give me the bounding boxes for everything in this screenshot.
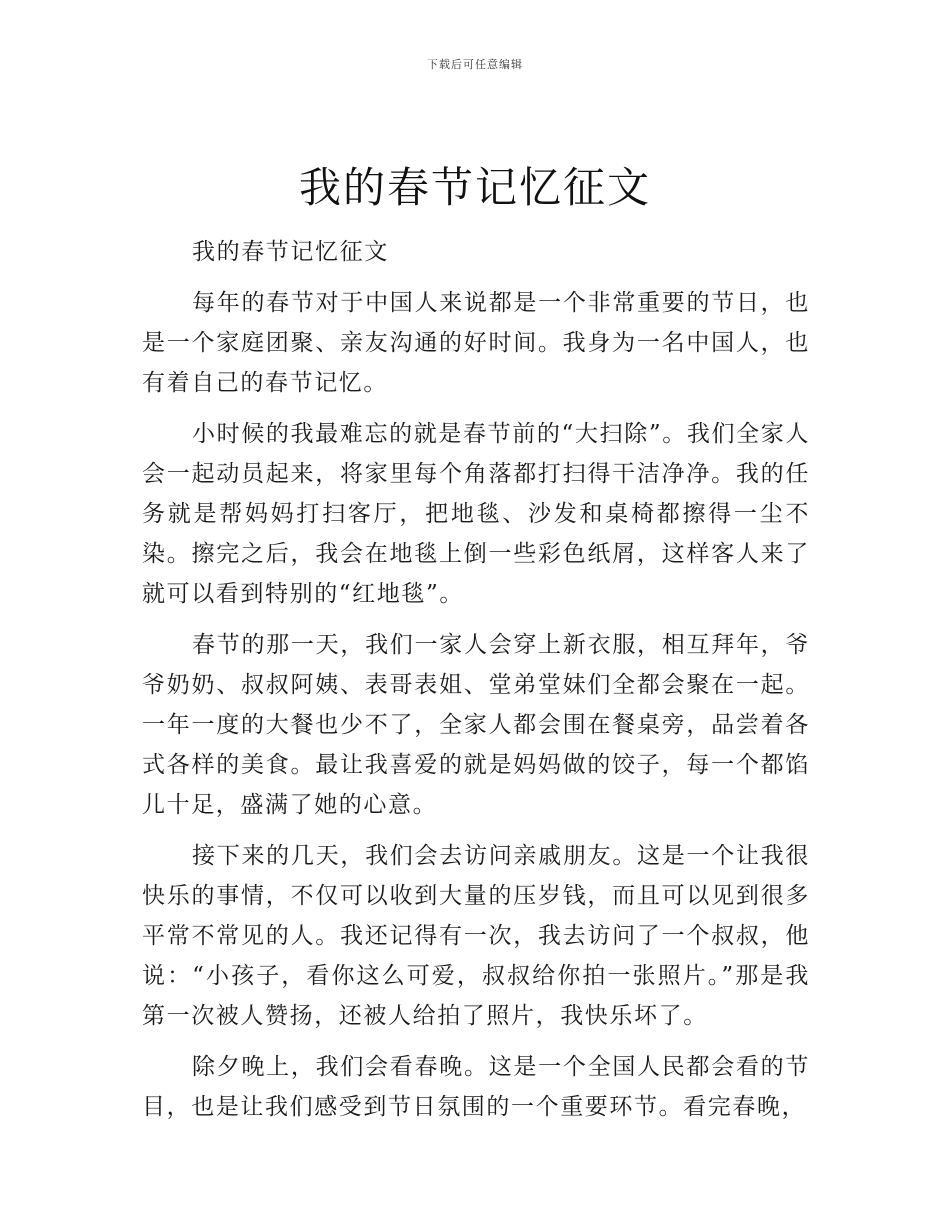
paragraph-3: 春节的那一天，我们一家人会穿上新衣服，相互拜年，爷爷奶奶、叔叔阿姨、表哥表姐、堂弟堂妹们全都会聚在一起。一年一度的大餐也少不了，全家人都会围在餐桌旁，品尝着各式各样的美食。最让我喜爱的就是妈妈做的饺子，每一个都馅儿十足，盛满了她的心意。	[142, 632, 810, 818]
paragraph-4: 接下来的几天，我们会去访问亲戚朋友。这是一个让我很快乐的事情，不仅可以收到大量的压岁钱，而且可以见到很多平常不常见的人。我还记得有一次，我去访问了一个叔叔，他说：“小孩子，看你这么可爱，叔叔给你拍一张照片。”那是我第一次被人赞扬，还被人给拍了照片，我快乐坏了。	[142, 843, 810, 1029]
document-body	[142, 232, 810, 1138]
header-note: 下载后可任意编辑	[427, 58, 523, 71]
page-title: 我的春节记忆征文	[298, 163, 651, 212]
paragraph-2: 小时候的我最难忘的就是春节前的“大扫除”。我们全家人会一起动员起来，将家里每个角落都打扫得干洁净净。我的任务就是帮妈妈打扫客厅，把地毯、沙发和桌椅都擦得一尘不染。擦完之后，我会在地毯上倒一些彩色纸屑，这样客人来了就可以看到特别的“红地毯”。	[142, 421, 810, 607]
paragraph-5: 除夕晚上，我们会看春晚。这是一个全国人民都会看的节目，也是让我们感受到节日氛围的一个重要环节。看完春晚，	[142, 1054, 810, 1120]
document-subtitle: 我的春节记忆征文	[192, 239, 389, 265]
paragraph-1: 每年的春节对于中国人来说都是一个非常重要的节日，也是一个家庭团聚、亲友沟通的好时间。我身为一名中国人，也有着自己的春节记忆。	[142, 290, 810, 396]
